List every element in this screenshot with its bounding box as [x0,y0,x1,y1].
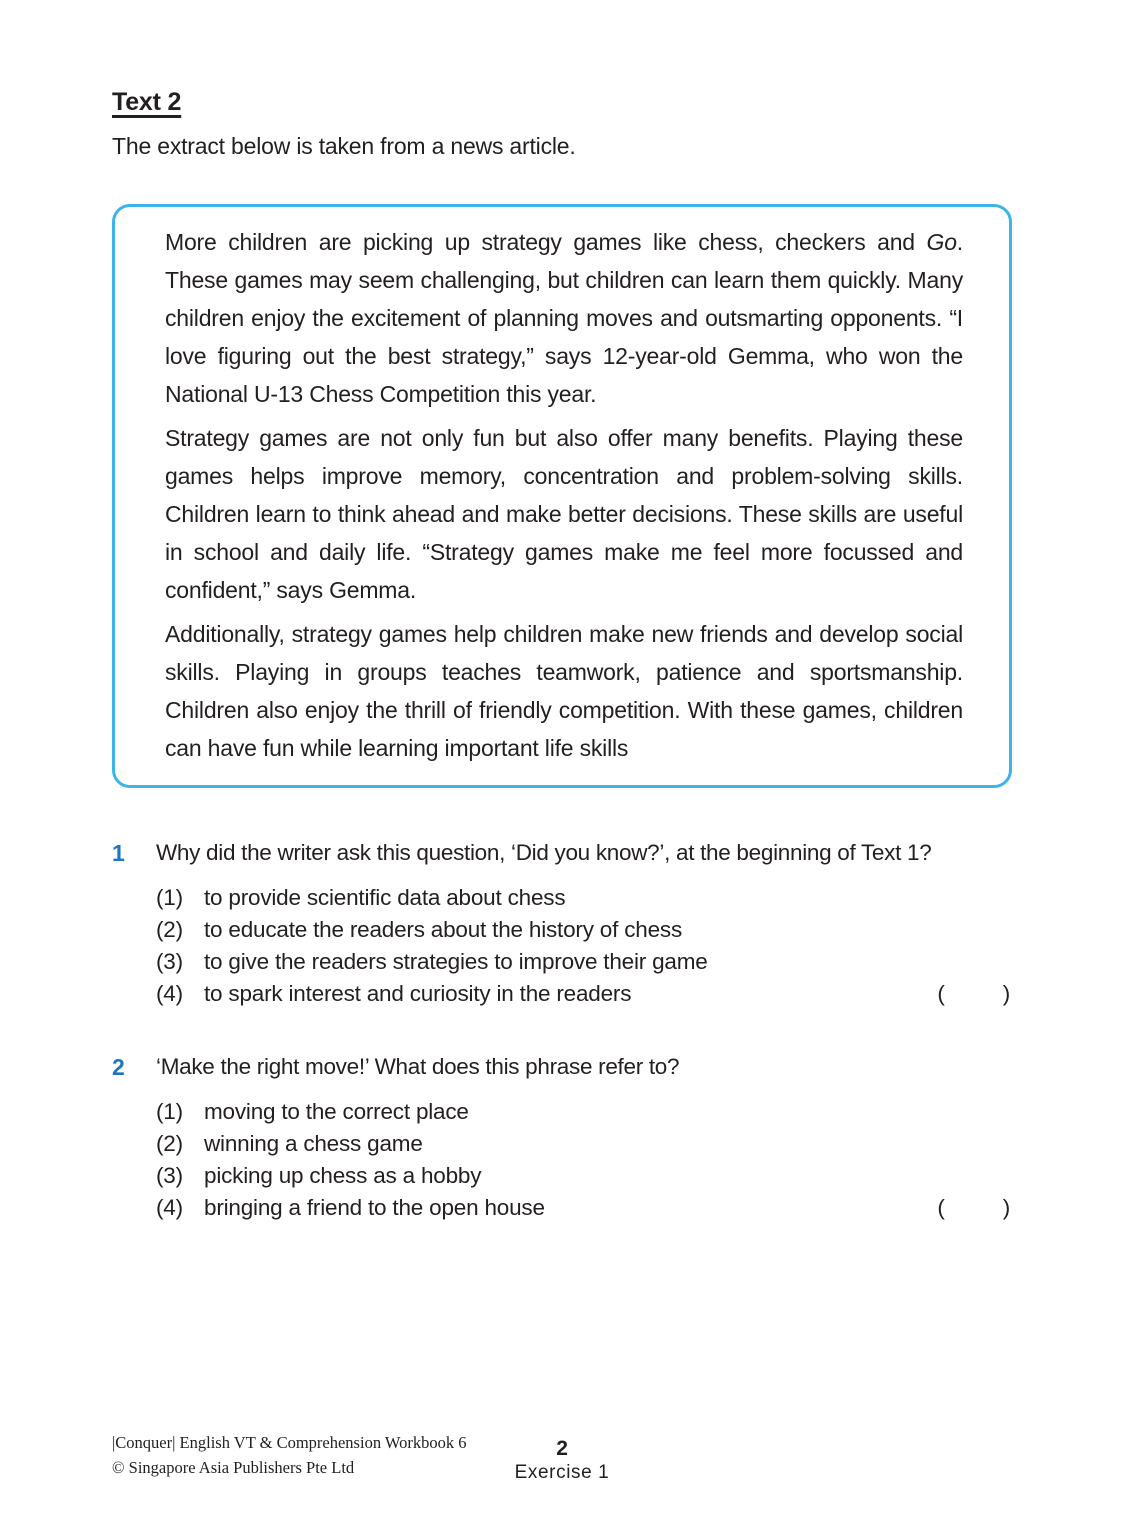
question-1-text: Why did the writer ask this question, ‘Did you know?’, at the beginning of Text 1? [156,840,932,865]
extract-paragraph-2: Strategy games are not only fun but also offer many benefits. Playing these games helps improve memory, concentration and problem-solving skills. Children learn to think ahead and make better decisions. These skills are useful in school and daily life. “Strategy games make me feel more focussed and confident,” says Gemma. [165,425,963,603]
extract-box [112,204,1012,788]
option-number: (2) [156,917,183,942]
option-number: (1) [156,885,183,910]
question-2-options [156,1096,1012,1224]
question-2-body [156,1052,1012,1224]
question-2-option-3 [156,1160,1012,1192]
bracket-open: ( [937,1195,945,1220]
option-text: to give the readers strategies to improve their game [204,949,708,974]
option-text: to spark interest and curiosity in the readers [204,981,632,1006]
option-text: picking up chess as a hobby [204,1163,482,1188]
question-1-answer-bracket [937,978,1012,1010]
footer-imprint-line1: |Conquer| English VT & Comprehension Workbook 6 [112,1433,467,1452]
question-1-option-2 [156,914,1012,946]
question-2-answer-bracket [937,1192,1012,1224]
option-text: winning a chess game [204,1131,423,1156]
question-2-option-2 [156,1128,1012,1160]
question-1-number: 1 [112,840,125,866]
extract-p1-text-after: . These games may seem challenging, but children can learn them quickly. Many children enjoy the excitement of planning moves and outsmarting opponents. “I love figuring out the best strategy,” says 12-year-old Gemma, who won the National U-13 Chess Competition this year. [165,229,963,407]
option-text: to provide scientific data about chess [204,885,566,910]
question-1-options [156,882,1012,1010]
option-number: (3) [156,1163,183,1188]
extract-paragraph-1 [165,223,963,413]
bracket-close: ) [1002,1195,1010,1220]
exercise-label: Exercise 1 [514,1462,610,1483]
section-heading: Text 2 [112,88,182,116]
question-1-body [156,838,1012,1010]
question-2 [112,1052,1012,1224]
question-2-text: ‘Make the right move!’ What does this phrase refer to? [156,1054,680,1079]
bracket-open: ( [937,981,945,1006]
option-text: bringing a friend to the open house [204,1195,545,1220]
option-number: (4) [156,1195,183,1220]
question-2-option-1 [156,1096,1012,1128]
footer-imprint-line2: © Singapore Asia Publishers Pte Ltd [112,1458,355,1477]
option-text: to educate the readers about the history of chess [204,917,683,942]
question-1-option-1 [156,882,1012,914]
bracket-close: ) [1002,981,1010,1006]
page-number: 2 [556,1437,568,1460]
extract-p1-italic-title: Go [926,229,957,255]
footer-page-info [0,1436,1124,1484]
question-2-option-4 [156,1192,1012,1224]
option-number: (3) [156,949,183,974]
option-number: (4) [156,981,183,1006]
intro-text: The extract below is taken from a news article. [112,133,576,159]
question-1-option-4 [156,978,1012,1010]
question-1-option-3 [156,946,1012,978]
question-1 [112,838,1012,1010]
question-2-number: 2 [112,1054,125,1080]
option-number: (2) [156,1131,183,1156]
option-text: moving to the correct place [204,1099,469,1124]
extract-p1-text-before: More children are picking up strategy games like chess, checkers and [165,229,927,255]
option-number: (1) [156,1099,183,1124]
extract-paragraph-3: Additionally, strategy games help children make new friends and develop social skills. Playing in groups teaches teamwork, patience and sportsmanship. Children also enjoy the thrill of friendly competition. With these games, children can have fun while learning important life skills [165,621,963,761]
